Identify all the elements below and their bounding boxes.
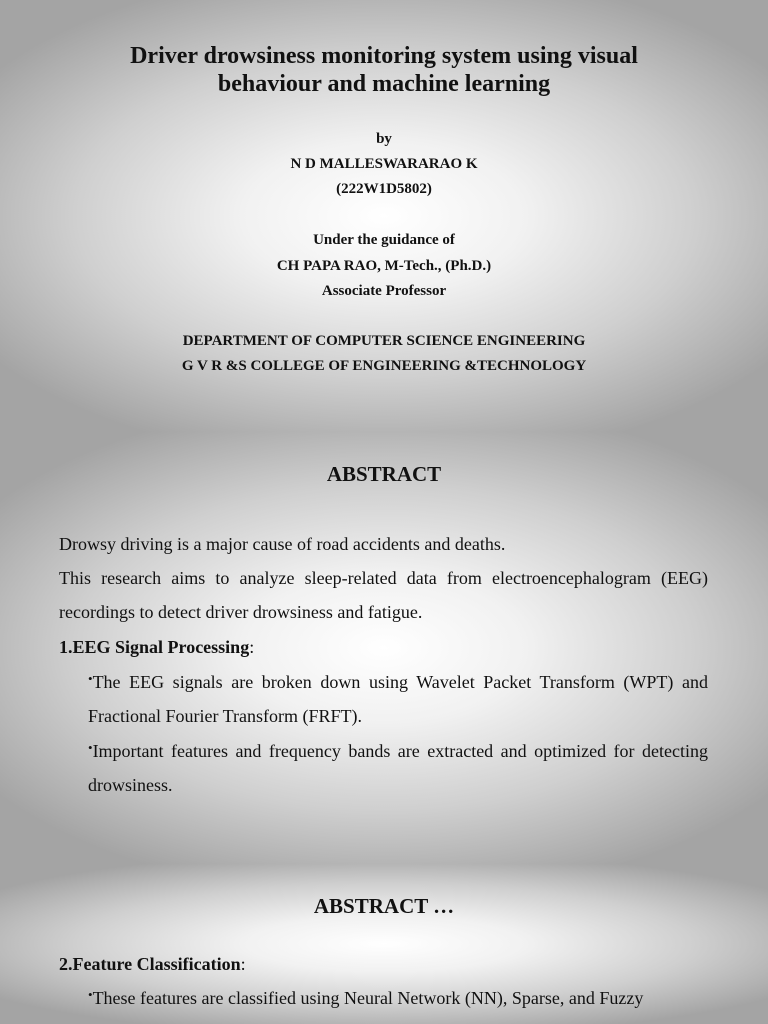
guide-name: CH PAPA RAO, M-Tech., (Ph.D.) xyxy=(276,258,492,274)
guide-designation: Associate Professor xyxy=(321,283,447,299)
section-colon: : xyxy=(240,954,246,974)
college-name: G V R &S COLLEGE OF ENGINEERING &TECHNOLOGY xyxy=(181,358,587,374)
bullet-icon: • xyxy=(88,671,93,686)
bullet-text: The EEG signals are broken down using Wavelet Packet Transform (WPT) and Fractional Fourier Transform (FRFT). xyxy=(88,672,708,726)
section-label: 1.EEG Signal Processing xyxy=(59,637,250,657)
abstract-continued-heading: ABSTRACT … xyxy=(313,894,455,918)
guidance-label: Under the guidance of xyxy=(313,232,455,248)
title-slide xyxy=(0,0,768,432)
bullet-text: These features are classified using Neural Network (NN), Sparse, and Fuzzy xyxy=(92,988,644,1008)
abstract-slide xyxy=(0,432,768,864)
section-heading-eeg xyxy=(59,630,708,664)
section-heading-classification xyxy=(59,947,708,981)
by-label: by xyxy=(376,131,392,147)
abstract-line-1: Drowsy driving is a major cause of road accidents and deaths. xyxy=(59,534,506,554)
abstract-continued-slide xyxy=(0,864,768,1024)
bullet-item xyxy=(88,734,708,802)
bullet-item xyxy=(88,981,708,1015)
abstract-line-2: This research aims to analyze sleep-related data from electroencephalogram (EEG) recordings to detect driver drowsiness and fatigue. xyxy=(59,568,708,622)
abstract-heading: ABSTRACT xyxy=(326,462,442,486)
section-colon: : xyxy=(249,637,255,657)
author-name: N D MALLESWARARAO K xyxy=(290,156,478,172)
bullet-icon: • xyxy=(88,987,93,1002)
bullet-icon: • xyxy=(88,740,93,755)
section-label: 2.Feature Classification xyxy=(59,954,241,974)
bullet-item xyxy=(88,665,708,733)
bullet-text: Important features and frequency bands are extracted and optimized for detecting drowsiness. xyxy=(88,741,708,795)
roll-number: (222W1D5802) xyxy=(336,181,432,197)
department-name: DEPARTMENT OF COMPUTER SCIENCE ENGINEERING xyxy=(182,333,586,349)
presentation-title: Driver drowsiness monitoring system using visual behaviour and machine learning xyxy=(130,43,638,97)
